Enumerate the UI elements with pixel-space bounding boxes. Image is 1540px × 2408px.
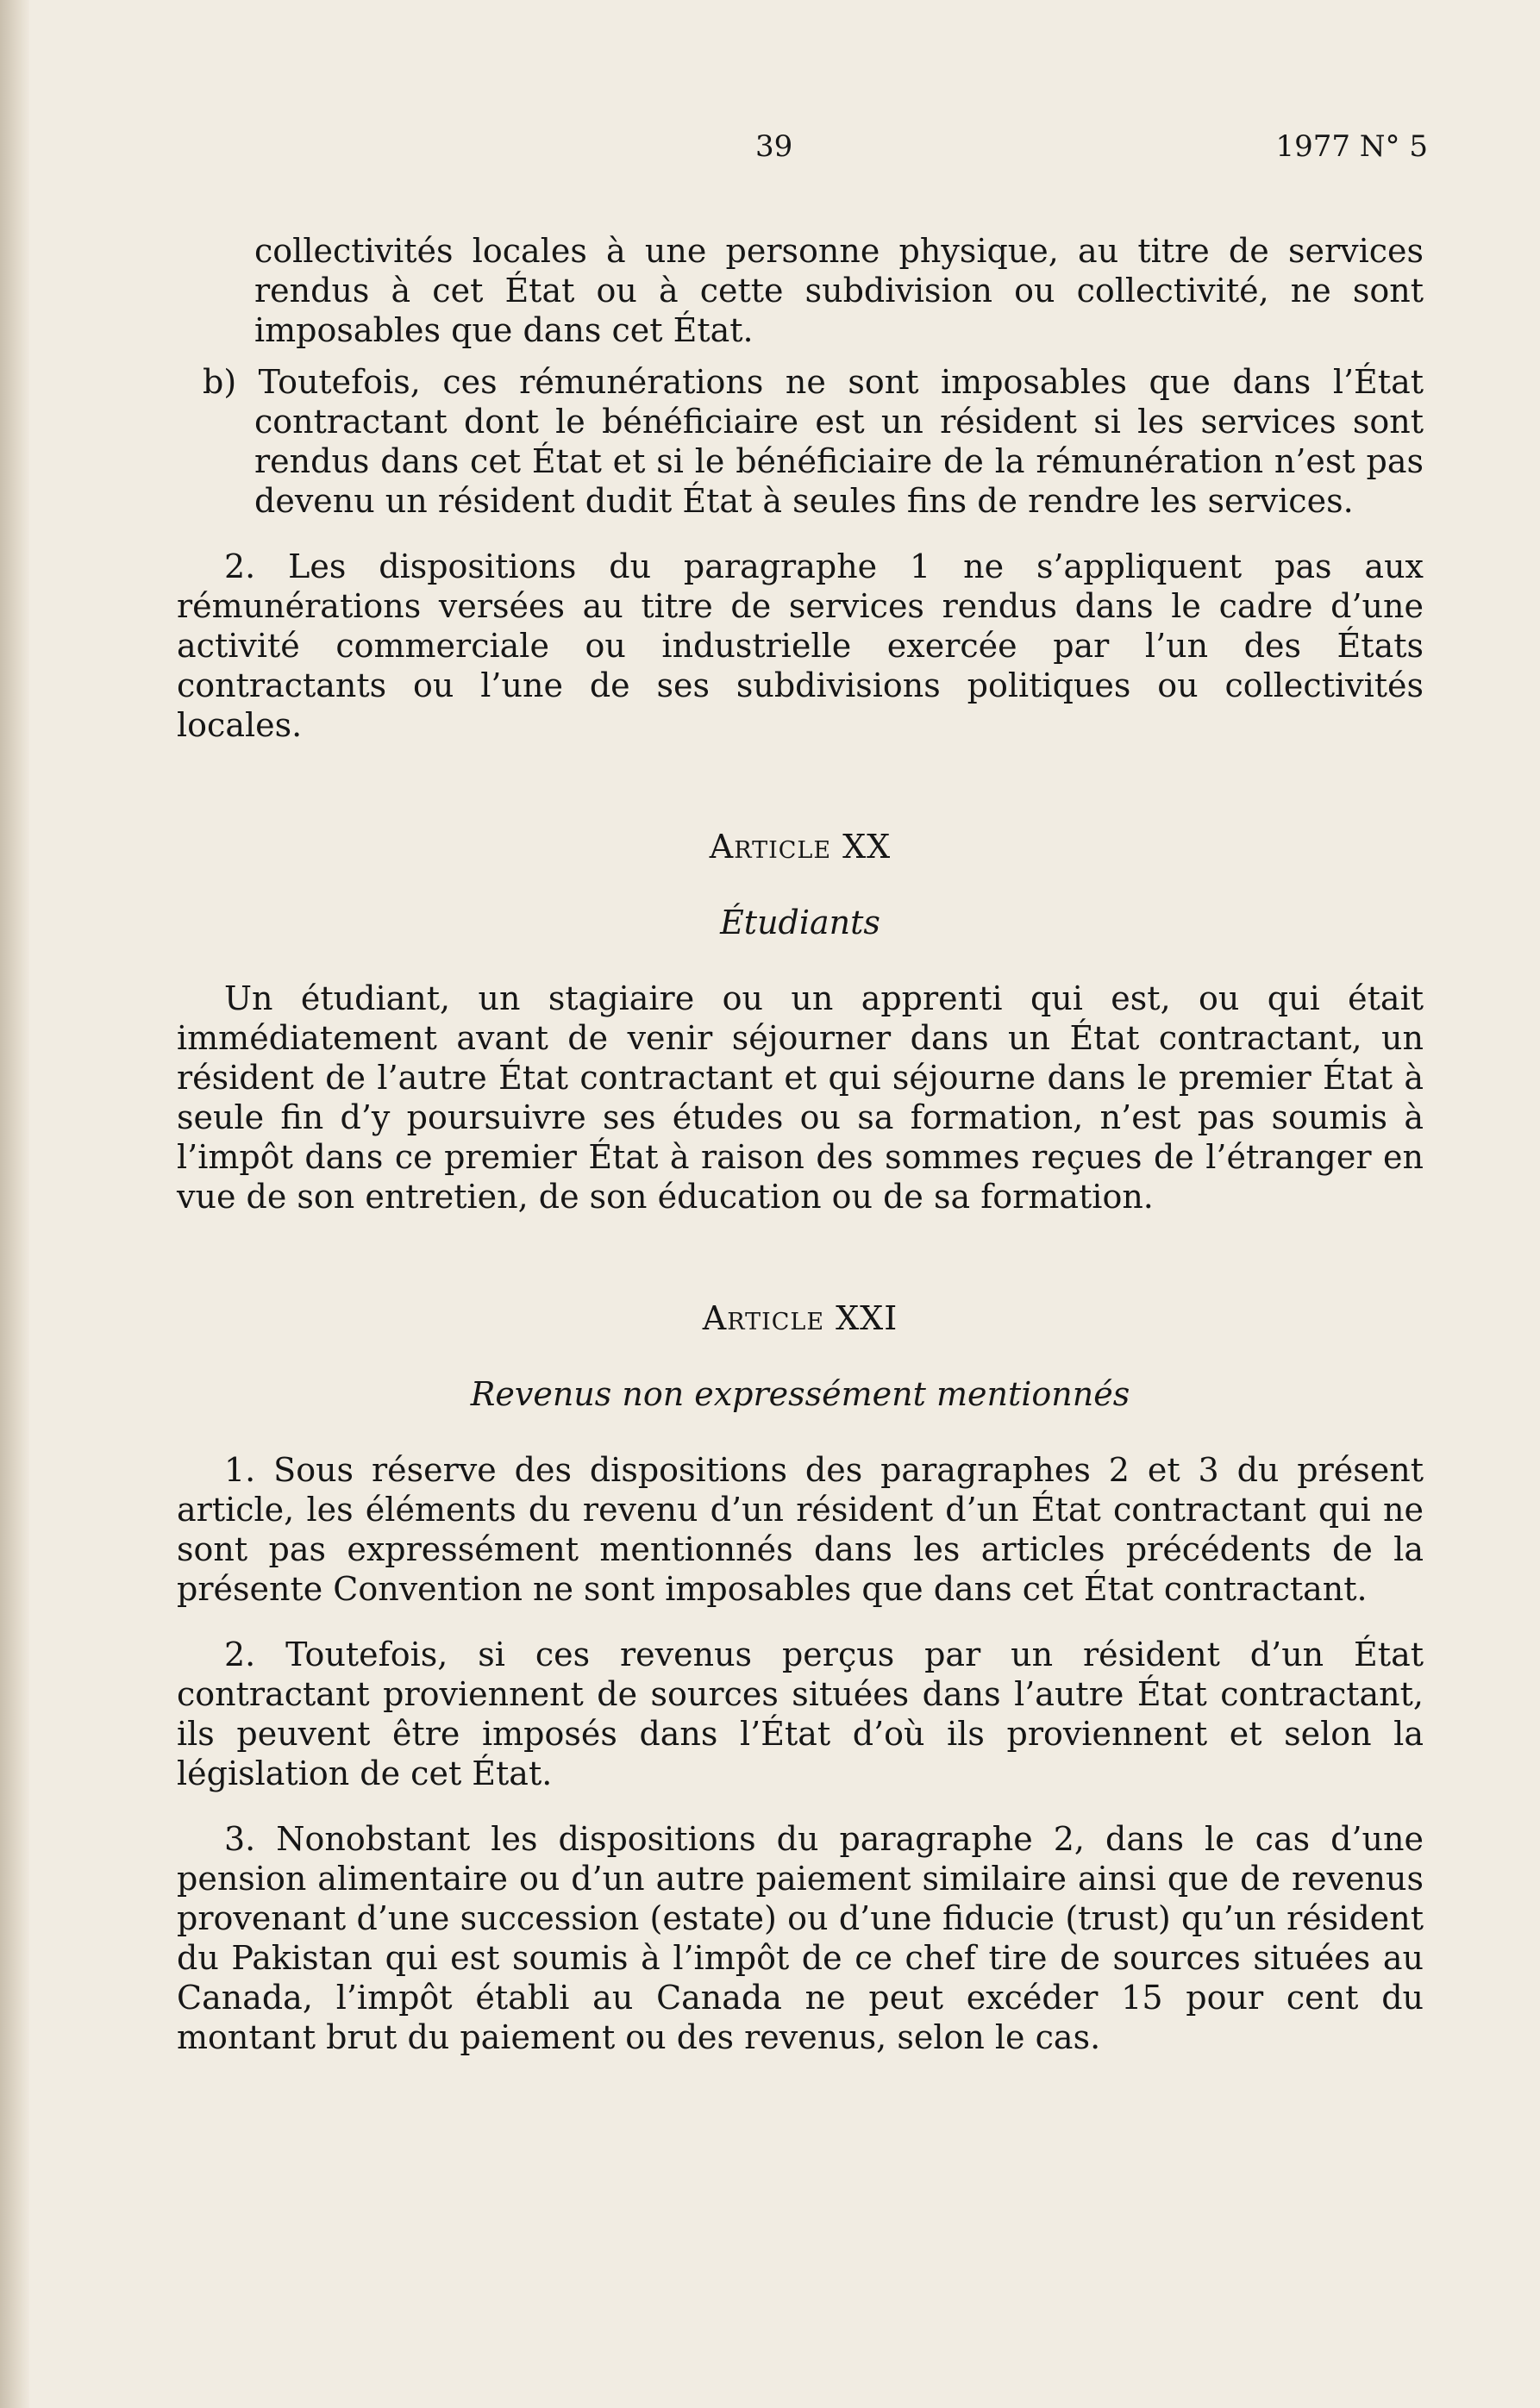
page-body (177, 231, 1424, 2057)
article-xxi-paragraph-1: 1. Sous réserve des dispositions des paragraphes 2 et 3 du présent article, les éléments du revenu d’un résident d’un État contractant qui ne sont pas expressément mentionnés dans les articles précédents de la présente Convention ne sont imposables que dans cet État contractant. (177, 1451, 1424, 1608)
page-number: 39 (755, 129, 793, 164)
article-xx-subtitle: Étudiants (720, 904, 880, 941)
article-xx-text: Un étudiant, un stagiaire ou un apprenti qui est, ou qui était immédiatement avant de venir séjourner dans un État contractant, un résident de l’autre État contractant et qui séjourne dans le premier État à seule fin d’y poursuivre ses études ou sa formation, n’est pas soumis à l’impôt dans ce premier État à raison des sommes reçues de l’étranger en vue de son entretien, de son éducation ou de sa formation. (177, 979, 1424, 1216)
volume-number: 1977 N° 5 (1275, 129, 1428, 164)
article-xx-title: Article XX (709, 828, 892, 866)
paragraph-2: 2. Les dispositions du paragraphe 1 ne s’appliquent pas aux rémunérations versées au titre de services rendus dans le cadre d’une activité commerciale ou industrielle exercée par l’un des États contractants ou l’une de ses subdivisions politiques ou collectivités locales. (177, 547, 1424, 744)
article-xxi-title: Article XXI (702, 1299, 898, 1337)
article-xxi-paragraph-2: 2. Toutefois, si ces revenus perçus par un résident d’un État contractant proviennent de sources situées dans l’autre État contractant, ils peuvent être imposés dans l’État d’où ils proviennent et selon la législation de cet État. (177, 1636, 1424, 1792)
item-b-paragraph: b) Toutefois, ces rémunérations ne sont imposables que dans l’État contractant dont le bénéficiaire est un résident si les services sont rendus dans cet État et si le bénéficiaire de la rémunération n’est pas devenu un résident dudit État à seules fins de rendre les services. (203, 363, 1424, 520)
continued-paragraph: collectivités locales à une personne physique, au titre de services rendus à cet État ou à cette subdivision ou collectivité, ne sont imposables que dans cet État. (254, 232, 1424, 349)
article-xxi-subtitle: Revenus non expressément mentionnés (470, 1375, 1130, 1413)
page-header (0, 129, 1540, 172)
page-gutter-shadow (0, 0, 29, 2408)
article-xxi-paragraph-3: 3. Nonobstant les dispositions du paragraphe 2, dans le cas d’une pension alimentaire ou d’un autre paiement similaire ainsi que de revenus provenant d’une succession (estate) ou d’une fiducie (trust) qu’un résident du Pakistan qui est soumis à l’impôt de ce chef tire de sources situées au Canada, l’impôt établi au Canada ne peut excéder 15 pour cent du montant brut du paiement ou des revenus, selon le cas. (177, 1820, 1424, 2056)
